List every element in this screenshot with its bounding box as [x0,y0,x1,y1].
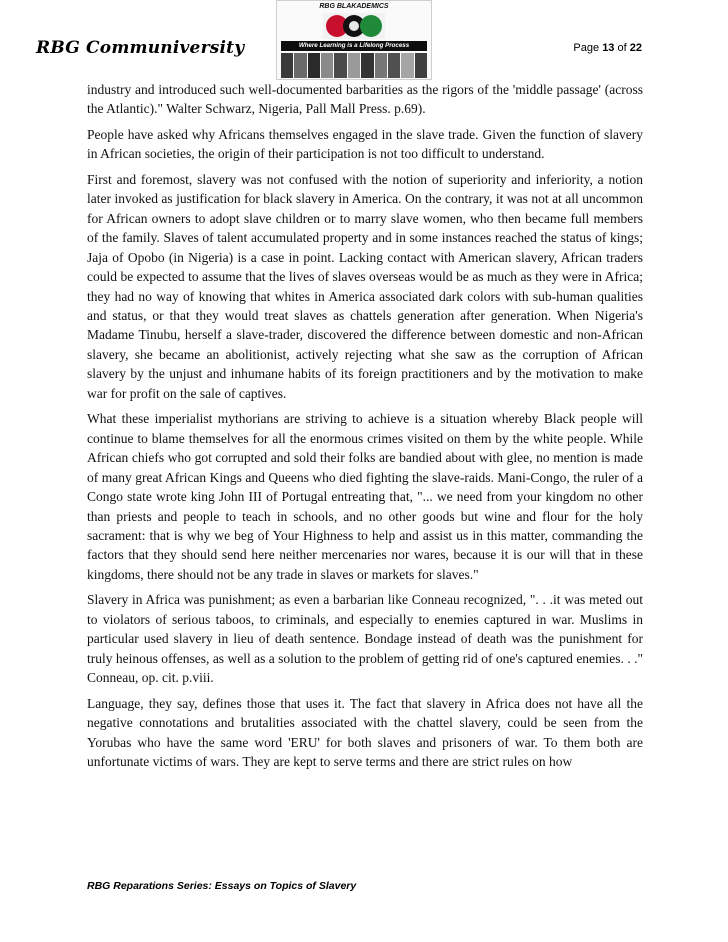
document-body [87,80,643,777]
portrait-strip [281,53,427,78]
paragraph: What these imperialist mythorians are striving to achieve is a situation whereby Black people will continue to blame themselves for all the enormous crimes visited on them by the white people. While African chiefs who got corrupted and sold their folks are bandied about with glee, no mention is made of many great African Kings and Queens who died fighting the slave-raids. Mani-Congo, the ruler of a Congo state wrote king John III of Portugal entreating that, "... we need from your kingdom no other than priests and people to teach in schools, and no other goods but wine and flour for the holy sacrament: that is why we beg of Your Highness to help and assist us in this matter, commanding the factors that they should send here neither mercenaries nor wares, because it is our will that in these kingdoms, there should not be any trade in slaves or markets for slaves." [87,411,643,582]
portrait-image [415,53,427,78]
blakademics-logo [276,0,432,80]
page-footer: RBG Reparations Series: Essays on Topics of Slavery [87,880,357,892]
page-number [573,42,642,54]
paragraph: Slavery in Africa was punishment; as even a barbarian like Conneau recognized, ". . .it was meted out to violators of serious taboos, to criminals, and especially to enemies captured in war. Muslims in particular used slavery in lieu of death sentence. Bondage instead of death was the punishment for truly heinous offenses, as well as a solution to the problem of getting rid of one's captured enemies. . ." Conneau, op. cit. p.viii. [87,592,643,686]
portrait-image [388,53,400,78]
paragraph: industry and introduced such well-documented barbarities as the rigors of the 'middle passage' (across the Atlantic)." Walter Schwarz, Nigeria, Pall Mall Press. p.69). [87,82,643,117]
page-label: Page [573,42,600,54]
page-of: of [617,42,627,54]
logo-tagline: Where Learning is a Lifelong Process [281,41,427,51]
logo-title: RBG BLAKADEMICS [319,3,389,10]
portrait-image [334,53,346,78]
emblem-green-circle [360,15,382,37]
emblem-icon [323,13,385,39]
portrait-image [401,53,413,78]
portrait-image [321,53,333,78]
paragraph: First and foremost, slavery was not confused with the notion of superiority and inferiority, a notion later invoked as justification for black slavery in America. On the contrary, it was not at all uncommon for African owners to adopt slave children or to marry slave women, who then became full members of the family. Slaves of talent accumulated property and in some instances reached the status of kings; Jaja of Opobo (in Nigeria) is a case in point. Lacking contact with American slavery, African traders could be expected to assume that the lives of slaves overseas would be as much as they were in Africa; they had no way of knowing that whites in America associated dark colors with sub-human qualities and status, or that they would treat slaves as chattels generation after generation. When Nigeria's Madame Tinubu, herself a slave-trader, discovered the difference between domestic and non-African slavery, she became an abolitionist, actively rejecting what she saw as the corruption of African slavery by the unjust and inhumane habits of its foreign practitioners and by the motivation to make war for profit on the sale of captives. [87,171,643,401]
portrait-image [361,53,373,78]
portrait-image [348,53,360,78]
portrait-image [294,53,306,78]
paragraph: People have asked why Africans themselves engaged in the slave trade. Given the function of slavery in African societies, the origin of their participation is not too difficult to understand. [87,126,643,162]
page-current: 13 [602,42,615,54]
brand-title: RBG Communiversity [36,38,245,58]
portrait-image [281,53,293,78]
portrait-image [308,53,320,78]
paragraph: Language, they say, defines those that uses it. The fact that slavery in Africa does not have all the negative connotations and brutalities associated with the chattel slavery, could be seen from the Yorubas who have the same word 'ERU' for both slaves and prisoners of war. To them both are unfortunate victims of wars. They are kept to serve terms and there are strict rules on how [87,695,643,769]
portrait-image [375,53,387,78]
page-total: 22 [629,42,642,54]
page-header [0,0,728,80]
